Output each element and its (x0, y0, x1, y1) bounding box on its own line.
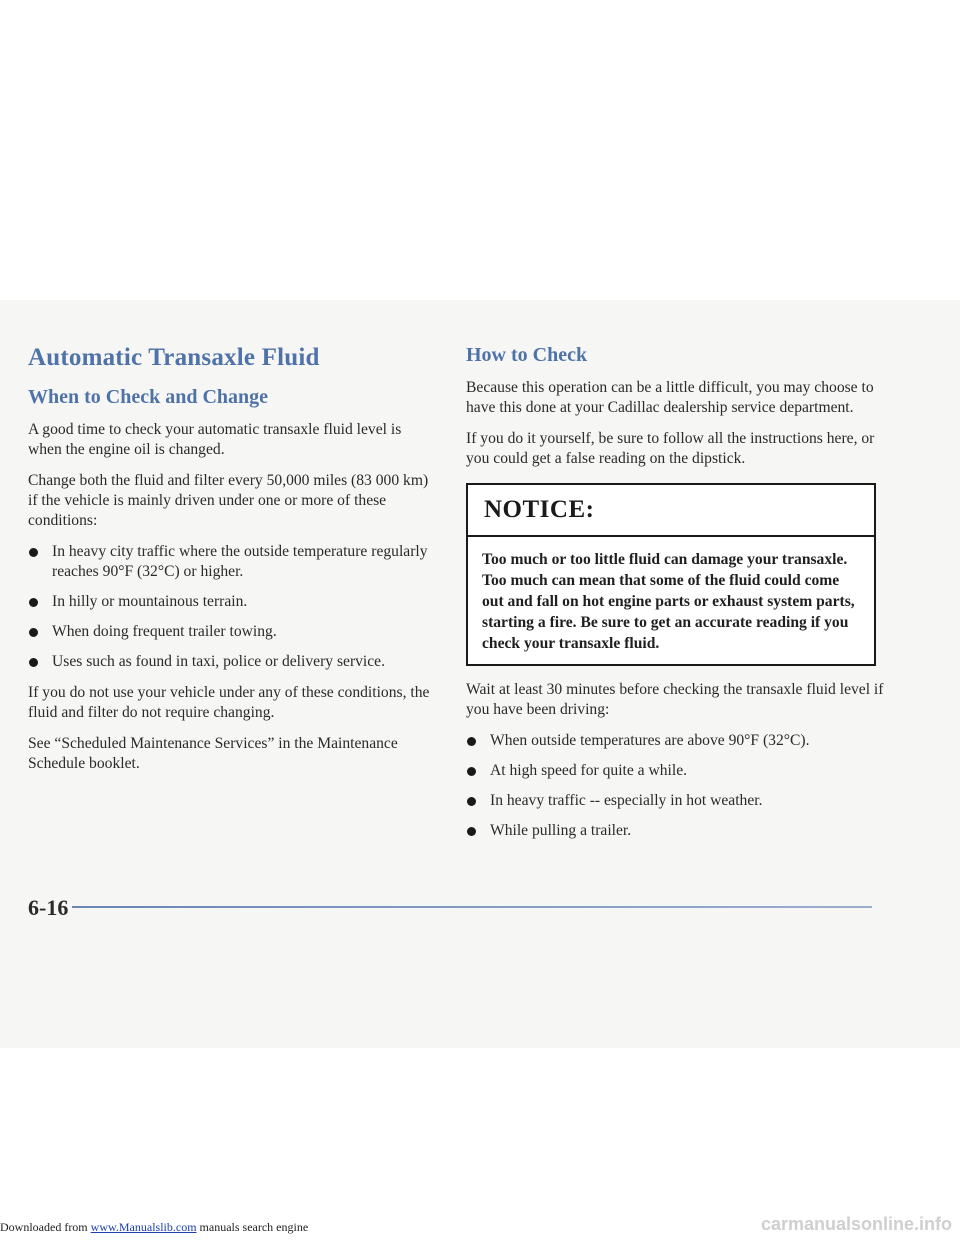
list-item (466, 791, 886, 811)
paragraph: Wait at least 30 minutes before checking the transaxle fluid level if you have been driving: (466, 681, 884, 718)
list-item-text: In hilly or mountainous terrain. (52, 592, 248, 610)
section-subtitle: When to Check and Change (28, 385, 269, 408)
bullet-icon (467, 767, 476, 776)
list-item (28, 622, 438, 642)
page-number: 6-16 (28, 895, 69, 920)
bullet-icon (29, 548, 38, 557)
section-title: Automatic Transaxle Fluid (28, 344, 320, 371)
bullet-icon (29, 598, 38, 607)
paragraph: If you do it yourself, be sure to follow all the instructions here, or you could get a false reading on the dipstick. (466, 430, 875, 467)
list-item (466, 731, 886, 751)
list-item-text: At high speed for quite a while. (490, 762, 688, 779)
list-item-text: When outside temperatures are above 90°F (32°C). (490, 732, 810, 749)
paragraph: Because this operation can be a little difficult, you may choose to have this done at your Cadillac dealership service department. (466, 379, 874, 416)
bullet-icon (467, 737, 476, 746)
notice-body: Too much or too little fluid can damage your transaxle. Too much can mean that some of the fluid could come out and fall on hot engine parts or exhaust system parts, starting a fire. Be sure to get an accurate reading if you check your transaxle fluid. (482, 551, 855, 652)
bullet-icon (29, 628, 38, 637)
conditions-list (466, 731, 886, 841)
notice-heading: NOTICE: (468, 485, 874, 537)
footer-rule (72, 906, 872, 908)
list-item-text: When doing frequent trailer towing. (52, 622, 277, 640)
paragraph: See “Scheduled Maintenance Services” in the Maintenance Schedule booklet. (28, 734, 398, 772)
download-credit (0, 1220, 308, 1238)
list-item (28, 542, 438, 582)
watermark: carmanualsonline.info (760, 1214, 952, 1234)
list-item-text: While pulling a trailer. (490, 822, 632, 839)
left-column (28, 344, 438, 785)
download-suffix: manuals search engine (199, 1220, 309, 1234)
paragraph: A good time to check your automatic transaxle fluid level is when the engine oil is changed. (28, 420, 402, 458)
conditions-list (28, 542, 438, 672)
list-item-text: In heavy traffic -- especially in hot weather. (490, 792, 763, 809)
bullet-icon (467, 827, 476, 836)
list-item (466, 761, 886, 781)
right-column (466, 344, 886, 852)
list-item (28, 652, 438, 672)
paragraph: If you do not use your vehicle under any of these conditions, the fluid and filter do not require changing. (28, 683, 430, 721)
list-item (466, 821, 886, 841)
section-subtitle: How to Check (466, 344, 588, 366)
list-item (28, 592, 438, 612)
list-item-text: Uses such as found in taxi, police or delivery service. (52, 652, 386, 670)
notice-box (466, 483, 876, 666)
manualslib-link[interactable]: www.Manualslib.com (90, 1220, 197, 1234)
bullet-icon (29, 658, 38, 667)
list-item-text: In heavy city traffic where the outside temperature regularly reaches 90°F (32°C) or higher. (52, 542, 428, 580)
bullet-icon (467, 797, 476, 806)
paragraph: Change both the fluid and filter every 50,000 miles (83 000 km) if the vehicle is mainly driven under one or more of these conditions: (28, 471, 429, 529)
download-prefix: Downloaded from (0, 1220, 88, 1234)
